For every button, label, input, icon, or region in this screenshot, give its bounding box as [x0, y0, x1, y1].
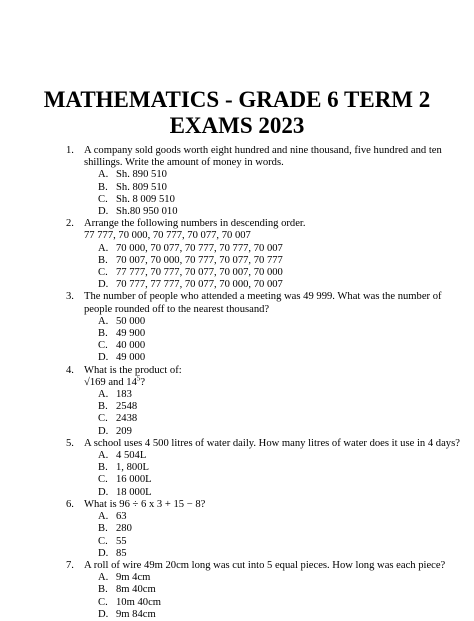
option-text: 8m 40cm	[116, 584, 156, 596]
option-a	[84, 243, 461, 255]
option-text: Sh. 890 510	[116, 169, 167, 181]
option-letter: D.	[98, 547, 109, 559]
question-number: 3.	[66, 291, 74, 303]
question-number: 6.	[66, 498, 74, 510]
option-text: 70 007, 70 000, 70 777, 70 077, 70 777	[116, 254, 283, 266]
option-letter: A.	[98, 389, 109, 401]
option-letter: B.	[98, 401, 108, 413]
question-text: The number of people who attended a meeting was 49 999. What was the number of people rounded off to the nearest thousand?	[84, 291, 442, 315]
question-text: What is 96 ÷ 6 x 3 + 15 − 8?	[84, 498, 206, 510]
option-letter: C.	[98, 596, 108, 608]
option-d	[84, 609, 461, 621]
question-list	[66, 145, 461, 621]
answer-options	[84, 169, 461, 218]
option-a	[84, 511, 461, 523]
option-text: 209	[116, 425, 132, 437]
option-c	[84, 597, 461, 609]
option-text: 4 504L	[116, 450, 147, 462]
option-b	[84, 182, 461, 194]
option-letter: A.	[98, 450, 109, 462]
question-expression	[84, 374, 461, 389]
option-text: 55	[116, 535, 127, 547]
option-text: 63	[116, 511, 127, 523]
option-b	[84, 584, 461, 596]
option-letter: D.	[98, 279, 109, 291]
answer-options	[84, 450, 461, 499]
answer-options	[84, 243, 461, 292]
option-text: 9m 4cm	[116, 572, 151, 584]
option-letter: B.	[98, 462, 108, 474]
option-text: 70 777, 77 777, 70 077, 70 000, 70 007	[116, 279, 283, 291]
option-d	[84, 487, 461, 499]
question-text: A company sold goods worth eight hundred and nine thousand, five hundred and ten shillings. Write the amount of money in words.	[84, 145, 442, 169]
option-text: Sh. 8 009 510	[116, 193, 175, 205]
option-d	[84, 206, 461, 218]
expression-exponent: 5	[136, 374, 141, 383]
option-letter: C.	[98, 535, 108, 547]
option-letter: B.	[98, 523, 108, 535]
option-letter: D.	[98, 206, 109, 218]
page-title-line-1: MATHEMATICS - GRADE 6 TERM 2	[43, 87, 431, 112]
question-number: 5.	[66, 437, 74, 449]
option-letter: A.	[98, 315, 109, 327]
option-a	[84, 572, 461, 584]
option-text: 49 000	[116, 352, 146, 364]
option-c	[84, 267, 461, 279]
option-text: Sh. 809 510	[116, 181, 167, 193]
option-d	[84, 279, 461, 291]
expression-tail: ?	[140, 376, 146, 388]
option-letter: B.	[98, 254, 108, 266]
option-text: 77 777, 70 777, 70 077, 70 007, 70 000	[116, 267, 283, 279]
option-text: Sh.80 950 010	[116, 206, 178, 218]
option-text: 2438	[116, 413, 138, 425]
option-b	[84, 462, 461, 474]
option-letter: D.	[98, 352, 109, 364]
option-d	[84, 548, 461, 560]
question-number: 4.	[66, 364, 74, 376]
question-7	[66, 560, 461, 621]
option-d	[84, 426, 461, 438]
question-text: A roll of wire 49m 20cm long was cut into 5 equal pieces. How long was each piece?	[84, 559, 446, 571]
option-text: 40 000	[116, 340, 146, 352]
answer-options	[84, 316, 461, 365]
answer-options	[84, 389, 461, 438]
option-letter: C.	[98, 340, 108, 352]
question-6	[66, 499, 461, 560]
option-d	[84, 352, 461, 364]
question-number: 2.	[66, 218, 74, 230]
option-b	[84, 401, 461, 413]
option-a	[84, 316, 461, 328]
question-number-list: 77 777, 70 000, 70 777, 70 077, 70 007	[84, 230, 251, 242]
option-c	[84, 194, 461, 206]
question-text: Arrange the following numbers in descending order.	[84, 218, 306, 230]
question-3	[66, 291, 461, 364]
option-letter: C.	[98, 267, 108, 279]
question-1	[66, 145, 461, 218]
question-number: 1.	[66, 145, 74, 156]
option-letter: A.	[98, 572, 109, 584]
option-text: 70 000, 70 077, 70 777, 70 777, 70 007	[116, 242, 283, 254]
option-a	[84, 450, 461, 462]
question-5	[66, 438, 461, 499]
option-c	[84, 413, 461, 425]
question-4	[66, 365, 461, 438]
answer-options	[84, 511, 461, 560]
option-text: 49 900	[116, 328, 146, 340]
option-letter: B.	[98, 584, 108, 596]
option-c	[84, 536, 461, 548]
option-c	[84, 340, 461, 352]
option-text: 280	[116, 523, 132, 535]
option-b	[84, 255, 461, 267]
option-b	[84, 328, 461, 340]
answer-options	[84, 572, 461, 621]
option-a	[84, 389, 461, 401]
question-text: What is the product of:	[84, 364, 182, 376]
option-letter: B.	[98, 328, 108, 340]
question-number: 7.	[66, 559, 74, 571]
option-text: 85	[116, 547, 127, 559]
option-text: 50 000	[116, 315, 146, 327]
option-letter: B.	[98, 181, 108, 193]
option-text: 9m 84cm	[116, 608, 156, 620]
option-b	[84, 523, 461, 535]
option-letter: D.	[98, 425, 109, 437]
question-2	[66, 218, 461, 291]
option-text: 1, 800L	[116, 462, 149, 474]
option-letter: A.	[98, 242, 109, 254]
option-text: 16 000L	[116, 474, 152, 486]
option-letter: D.	[98, 608, 109, 620]
question-text: A school uses 4 500 litres of water daily. How many litres of water does it use in 4 days?	[84, 437, 460, 449]
option-text: 18 000L	[116, 486, 152, 498]
page-title-line-2: EXAMS 2023	[169, 113, 305, 138]
expression-base: √169 and 14	[84, 376, 137, 388]
option-text: 2548	[116, 401, 138, 413]
option-text: 183	[116, 389, 132, 401]
option-letter: C.	[98, 413, 108, 425]
option-a	[84, 169, 461, 181]
option-text: 10m 40cm	[116, 596, 162, 608]
option-letter: A.	[98, 169, 109, 181]
option-letter: D.	[98, 486, 109, 498]
option-letter: C.	[98, 193, 108, 205]
option-letter: C.	[98, 474, 108, 486]
option-letter: A.	[98, 511, 109, 523]
option-c	[84, 474, 461, 486]
